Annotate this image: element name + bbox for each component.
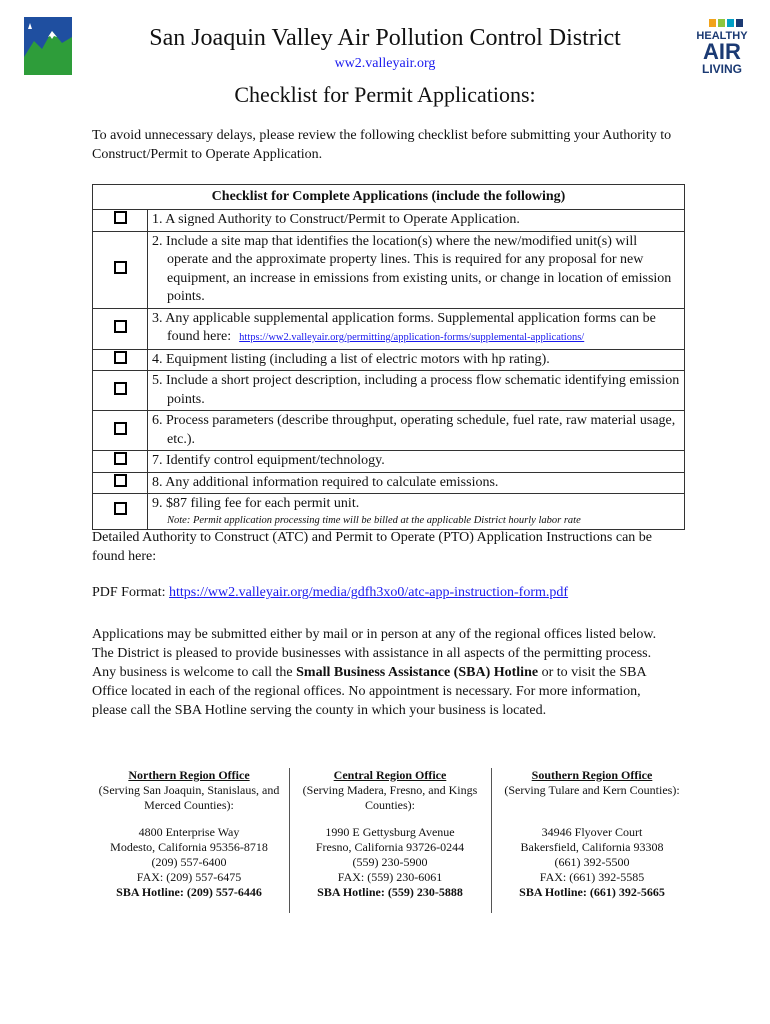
checkbox-icon[interactable] bbox=[114, 320, 127, 333]
office-fax: FAX: (559) 230-6061 bbox=[337, 870, 443, 884]
checklist-row bbox=[93, 231, 685, 308]
checkbox-icon[interactable] bbox=[114, 474, 127, 487]
office-sba-hotline: SBA Hotline: (209) 557-6446 bbox=[116, 885, 262, 899]
office-city: Bakersfield, California 93308 bbox=[520, 840, 664, 854]
office-serving: (Serving Tulare and Kern Counties): bbox=[504, 783, 680, 797]
checklist-item-text: 5. Include a short project description, including a process flow schematic identifying emission points. bbox=[152, 373, 680, 407]
checklist-row bbox=[93, 349, 685, 371]
checkbox-icon[interactable] bbox=[114, 382, 127, 395]
checklist-item-text: 7. Identify control equipment/technology. bbox=[152, 453, 385, 468]
office-name: Northern Region Office bbox=[128, 768, 250, 782]
district-title: San Joaquin Valley Air Pollution Control District bbox=[149, 25, 621, 51]
pdf-format-label: PDF Format: bbox=[92, 585, 170, 600]
checkbox-icon[interactable] bbox=[114, 211, 127, 224]
checklist-item-text: 1. A signed Authority to Construct/Permit to Operate Application. bbox=[152, 212, 520, 227]
checkbox-icon[interactable] bbox=[114, 502, 127, 515]
sba-hotline-emphasis: Small Business Assistance (SBA) Hotline bbox=[296, 665, 539, 680]
office-phone: (661) 392-5500 bbox=[554, 855, 630, 869]
office-serving: (Serving San Joaquin, Stanislaus, and Merced Counties): bbox=[98, 783, 280, 812]
office-sba-hotline: SBA Hotline: (559) 230-5888 bbox=[317, 885, 463, 899]
logo-line-healthy: HEALTHY bbox=[696, 30, 748, 42]
logo-line-living: LIVING bbox=[701, 62, 743, 76]
southern-office bbox=[493, 768, 691, 900]
logo-line-air: AIR bbox=[703, 39, 741, 64]
checklist-item-text: 8. Any additional information required to calculate emissions. bbox=[152, 474, 499, 490]
intro-paragraph: To avoid unnecessary delays, please review the following checklist before submitting your Authority to Construct/Permit to Operate Application. bbox=[92, 128, 672, 162]
office-phone: (559) 230-5900 bbox=[352, 855, 428, 869]
office-fax: FAX: (209) 557-6475 bbox=[136, 870, 242, 884]
office-name: Central Region Office bbox=[333, 768, 447, 782]
pdf-format-line bbox=[92, 585, 568, 601]
office-name: Southern Region Office bbox=[531, 768, 653, 782]
checklist-item-text: 4. Equipment listing (including a list of electric motors with hp rating). bbox=[152, 351, 550, 367]
checkbox-icon[interactable] bbox=[114, 422, 127, 435]
office-fax: FAX: (661) 392-5585 bbox=[539, 870, 645, 884]
checklist-row bbox=[93, 308, 685, 349]
office-serving: (Serving Madera, Fresno, and Kings Counties): bbox=[302, 783, 478, 812]
office-sba-hotline: SBA Hotline: (661) 392-5665 bbox=[519, 885, 665, 899]
billing-note: Note: Permit application processing time will be billed at the applicable District hourly labor rate bbox=[167, 514, 581, 526]
northern-office bbox=[90, 768, 288, 900]
checklist-row bbox=[93, 494, 685, 530]
checkbox-icon[interactable] bbox=[114, 261, 127, 274]
office-city: Modesto, California 95356-8718 bbox=[110, 840, 268, 854]
checkbox-icon[interactable] bbox=[114, 452, 127, 465]
office-street: 34946 Flyover Court bbox=[541, 825, 643, 839]
supplemental-forms-link[interactable]: https://ww2.valleyair.org/permitting/application-forms/supplemental-applications/ bbox=[239, 332, 585, 343]
checklist-row bbox=[93, 371, 685, 411]
office-city: Fresno, California 93726-0244 bbox=[315, 840, 465, 854]
office-street: 1990 E Gettysburg Avenue bbox=[325, 825, 455, 839]
checklist-row bbox=[93, 210, 685, 232]
applications-paragraph bbox=[92, 625, 667, 720]
checklist-table bbox=[92, 184, 685, 530]
district-url-link[interactable]: ww2.valleyair.org bbox=[334, 56, 436, 71]
checklist-row bbox=[93, 472, 685, 494]
applications-text-1: Applications may be submitted either by mail or in person at any of the regional offices listed below. The District is pleased to provide businesses with assistance in all aspects of the permitting process. Any business is welcome to call the bbox=[92, 627, 657, 680]
checklist-item-text: 3. Any applicable supplemental application forms. Supplemental application forms can be found here: bbox=[152, 310, 656, 344]
checklist-item-text: 2. Include a site map that identifies the location(s) where the new/modified unit(s) will operate and the approximate property lines. This is required for any proposal for new equipment, an increase in emissions from existing units, or change in location of emission points. bbox=[152, 233, 672, 304]
instructions-paragraph: Detailed Authority to Construct (ATC) and Permit to Operate (PTO) Application Instructions can be found here: bbox=[92, 530, 653, 564]
applications-text-2: or to visit the SBA Office located in each of the regional offices. No appointment is necessary. For more information, please call the SBA Hotline serving the county in which your business is located. bbox=[92, 665, 646, 718]
checklist-row bbox=[93, 451, 685, 473]
pdf-instructions-link[interactable]: https://ww2.valleyair.org/media/gdfh3xo0/atc-app-instruction-form.pdf bbox=[169, 585, 569, 600]
office-phone: (209) 557-6400 bbox=[151, 855, 227, 869]
checkbox-icon[interactable] bbox=[114, 351, 127, 364]
checklist-item-text: 9. $87 filing fee for each permit unit. bbox=[152, 496, 360, 511]
office-street: 4800 Enterprise Way bbox=[138, 825, 240, 839]
office-divider bbox=[491, 768, 492, 913]
office-divider bbox=[289, 768, 290, 913]
checklist-row bbox=[93, 411, 685, 451]
checklist-header: Checklist for Complete Applications (include the following) bbox=[93, 185, 685, 210]
checklist-item-text: 6. Process parameters (describe throughput, operating schedule, fuel rate, raw material usage, etc.). bbox=[152, 413, 676, 447]
page-title: Checklist for Permit Applications: bbox=[234, 82, 536, 107]
central-office bbox=[291, 768, 489, 900]
regional-offices bbox=[90, 768, 695, 913]
